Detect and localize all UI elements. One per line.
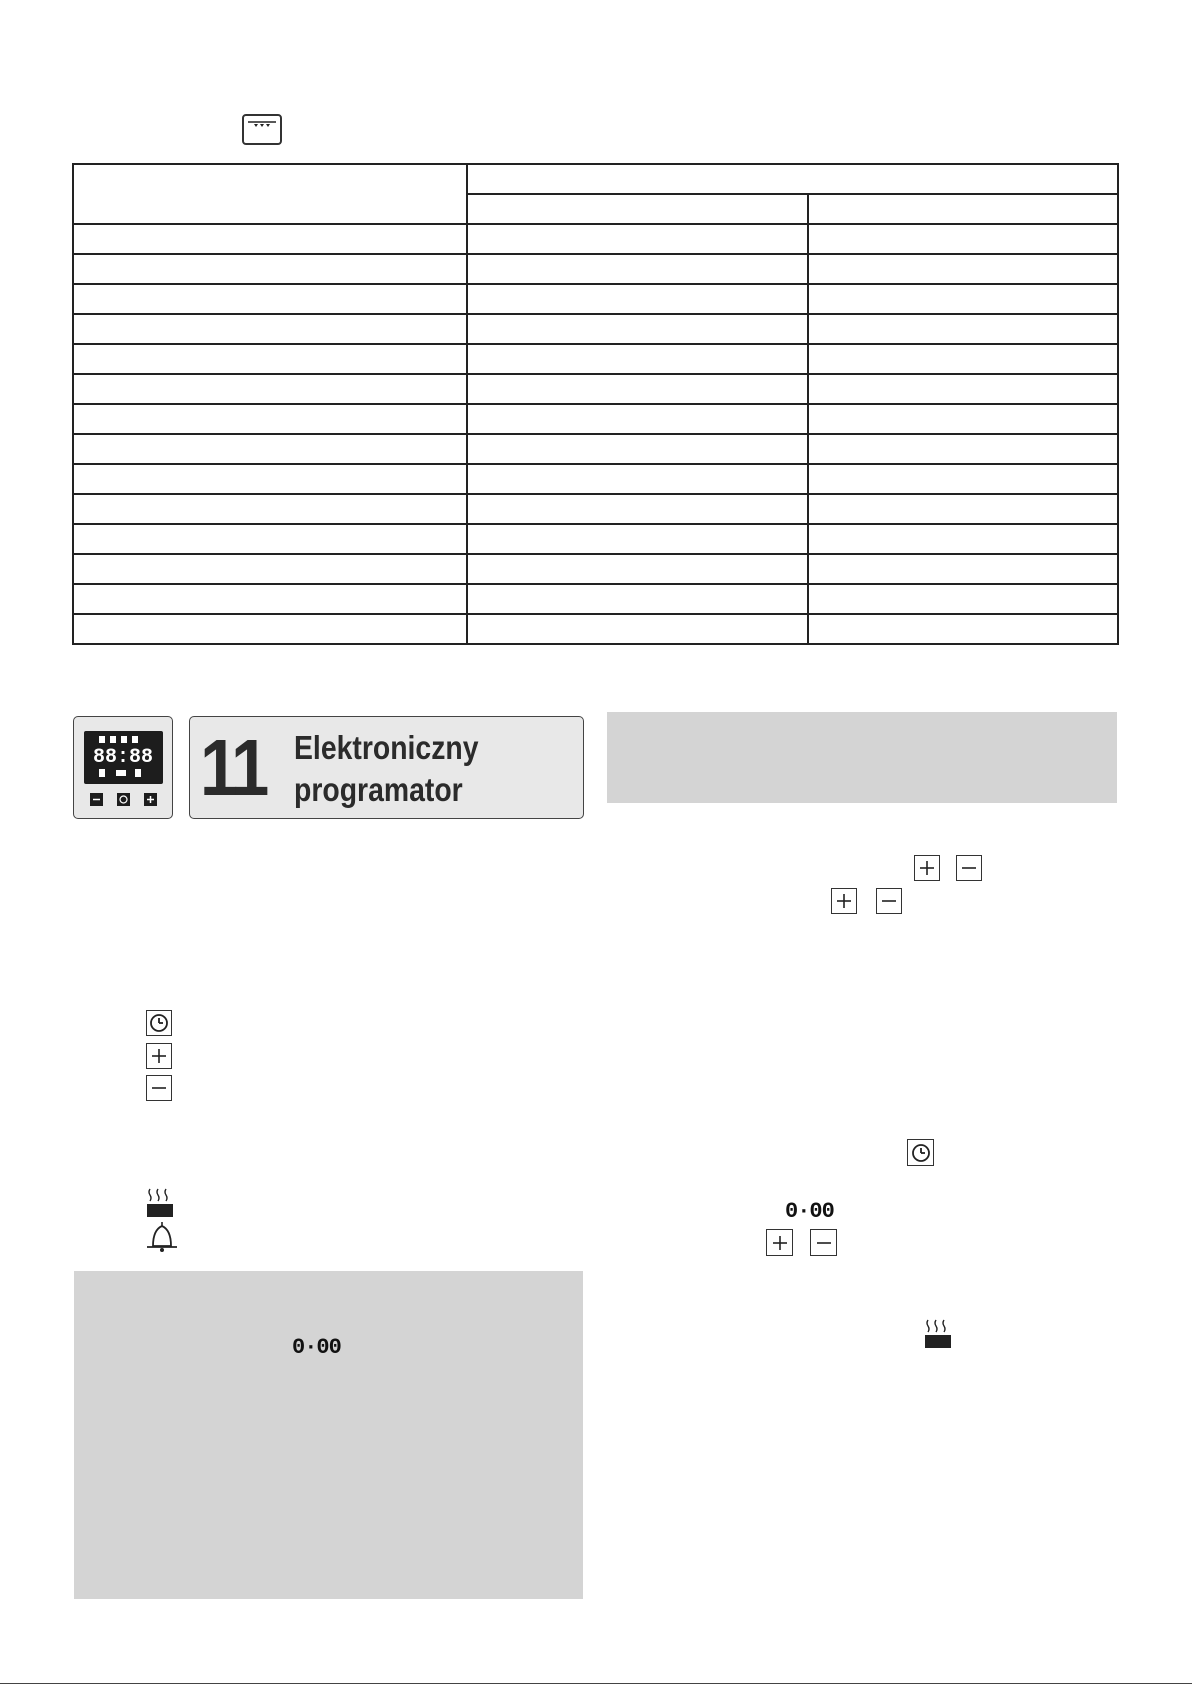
- table-subheader-cell: [808, 194, 1118, 224]
- table-cell: [73, 284, 467, 314]
- bell-icon: [144, 1220, 180, 1254]
- table-cell: [467, 464, 808, 494]
- page-bottom-rule: [0, 1683, 1192, 1684]
- zero-time-readout: 0·00: [785, 1199, 834, 1224]
- table-cell: [808, 434, 1118, 464]
- table-cell: [808, 404, 1118, 434]
- table-cell: [73, 344, 467, 374]
- table-cell: [73, 584, 467, 614]
- table-cell: [808, 614, 1118, 644]
- table-row: [73, 314, 1118, 344]
- settings-table: [72, 163, 1119, 645]
- minus-icon: [876, 888, 902, 914]
- table-header-cell: [73, 164, 467, 224]
- table-cell: [467, 434, 808, 464]
- plus-icon: [766, 1229, 793, 1256]
- note-box-bottom-left: [74, 1271, 583, 1599]
- programmer-panel-icon: [73, 716, 173, 819]
- section-title-line2: programator: [294, 771, 463, 808]
- zero-time-readout: 0·00: [292, 1335, 341, 1360]
- table-cell: [467, 224, 808, 254]
- table-cell: [73, 434, 467, 464]
- table-cell: [467, 284, 808, 314]
- cooking-pot-icon: [144, 1187, 176, 1219]
- table-row: [73, 434, 1118, 464]
- table-cell: [73, 524, 467, 554]
- table-cell: [467, 374, 808, 404]
- table-cell: [808, 254, 1118, 284]
- table-cell: [73, 494, 467, 524]
- table-cell: [467, 614, 808, 644]
- table-row: [73, 254, 1118, 284]
- table-row: [73, 284, 1118, 314]
- minus-icon: [146, 1075, 172, 1101]
- section-title-line1: Elektroniczny: [294, 729, 479, 766]
- panel-digits: 88:88: [92, 746, 154, 769]
- table-cell: [73, 254, 467, 284]
- table-header-cell: [467, 164, 1118, 194]
- table-cell: [73, 404, 467, 434]
- table-cell: [73, 614, 467, 644]
- table-subheader-cell: [467, 194, 808, 224]
- clock-icon: [907, 1139, 934, 1166]
- table-cell: [808, 374, 1118, 404]
- table-cell: [808, 554, 1118, 584]
- clock-icon: [146, 1010, 172, 1036]
- table-row: [73, 614, 1118, 644]
- table-cell: [467, 404, 808, 434]
- table-row: [73, 524, 1118, 554]
- table-cell: [467, 554, 808, 584]
- table-row: [73, 344, 1118, 374]
- table-cell: [73, 464, 467, 494]
- table-cell: [808, 494, 1118, 524]
- plus-icon: [146, 1043, 172, 1069]
- table-cell: [808, 314, 1118, 344]
- table-row: [73, 494, 1118, 524]
- table-header-row: [73, 164, 1118, 194]
- table-cell: [808, 524, 1118, 554]
- table-row: [73, 584, 1118, 614]
- table-cell: [73, 224, 467, 254]
- section-header: [189, 716, 584, 819]
- table-cell: [467, 254, 808, 284]
- table-row: [73, 374, 1118, 404]
- table-cell: [808, 464, 1118, 494]
- table-cell: [467, 314, 808, 344]
- plus-icon: [831, 888, 857, 914]
- minus-icon: [810, 1229, 837, 1256]
- table-row: [73, 404, 1118, 434]
- table-cell: [467, 494, 808, 524]
- table-cell: [467, 344, 808, 374]
- table-cell: [73, 314, 467, 344]
- note-box-top-right: [607, 712, 1117, 803]
- table-cell: [467, 524, 808, 554]
- table-row: [73, 224, 1118, 254]
- table-row: [73, 464, 1118, 494]
- section-title: [294, 727, 479, 811]
- plus-icon: [914, 855, 940, 881]
- table-cell: [808, 344, 1118, 374]
- minus-icon: [956, 855, 982, 881]
- table-cell: [73, 554, 467, 584]
- table-cell: [808, 584, 1118, 614]
- cooking-pot-icon: [922, 1318, 954, 1350]
- table-cell: [808, 284, 1118, 314]
- table-cell: [73, 374, 467, 404]
- table-cell: [808, 224, 1118, 254]
- oven-upper-heater-icon: [242, 114, 282, 145]
- section-number: 11: [200, 723, 266, 812]
- table-cell: [467, 584, 808, 614]
- table-row: [73, 554, 1118, 584]
